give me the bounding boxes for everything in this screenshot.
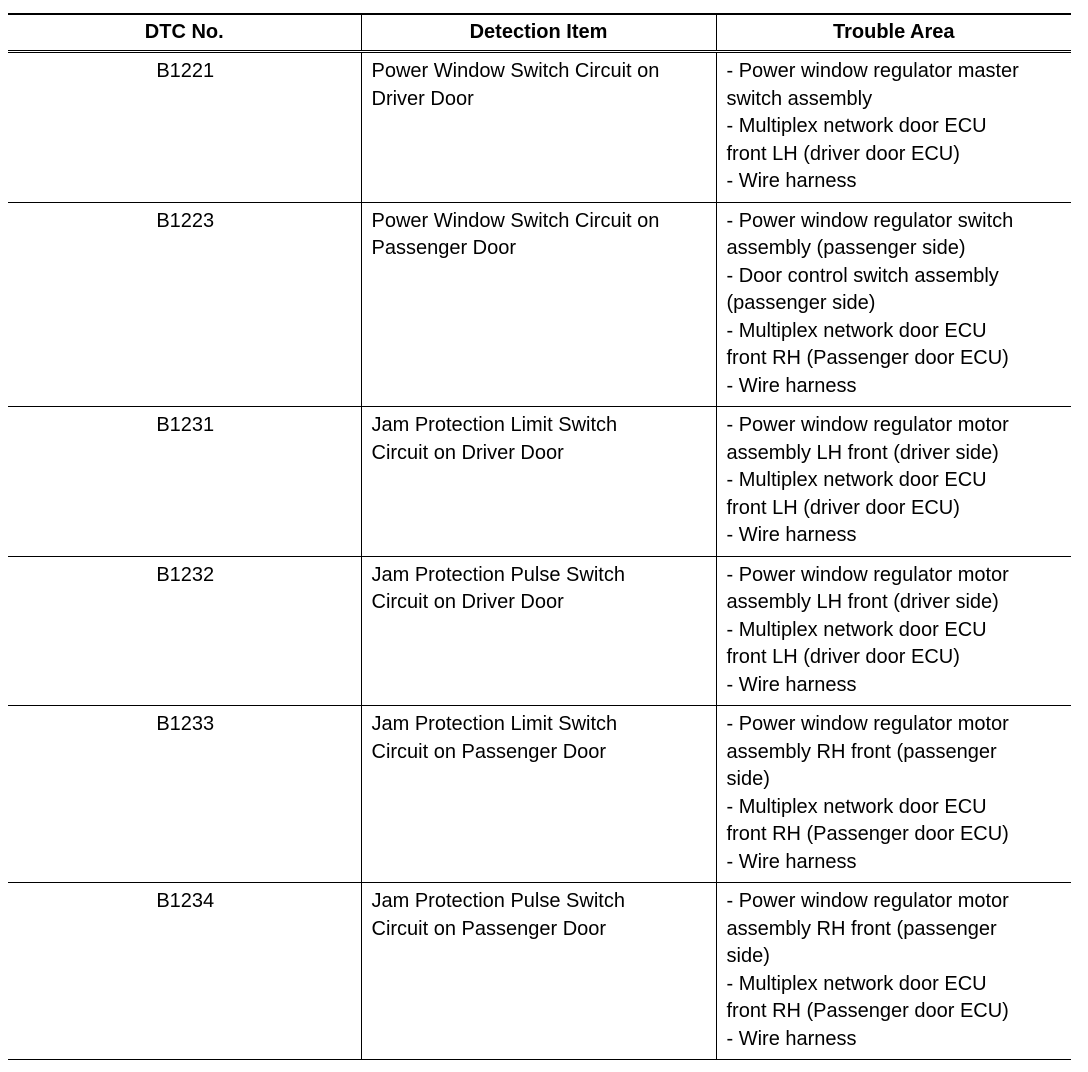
trouble-area-cell: - Power window regulator master switch assembly - Multiplex network door ECU front LH (driver door ECU) - Wire harness xyxy=(716,52,1071,203)
header-row xyxy=(8,14,1071,52)
table-body xyxy=(8,52,1071,1060)
dtc-code-cell: B1234 xyxy=(8,883,361,1060)
detection-item-cell: Jam Protection Pulse Switch Circuit on Driver Door xyxy=(361,556,716,706)
trouble-area-cell: - Power window regulator motor assembly RH front (passenger side) - Multiplex network door ECU front RH (Passenger door ECU) - Wire harness xyxy=(716,706,1071,883)
header-detection-item: Detection Item xyxy=(361,14,716,52)
detection-item-cell: Power Window Switch Circuit on Driver Door xyxy=(361,52,716,203)
dtc-code-cell: B1221 xyxy=(8,52,361,203)
dtc-code-cell: B1233 xyxy=(8,706,361,883)
table-row xyxy=(8,883,1071,1060)
dtc-table xyxy=(8,13,1071,1060)
table-row xyxy=(8,202,1071,407)
table-row xyxy=(8,556,1071,706)
trouble-area-cell: - Power window regulator motor assembly RH front (passenger side) - Multiplex network door ECU front RH (Passenger door ECU) - Wire harness xyxy=(716,883,1071,1060)
dtc-code-cell: B1223 xyxy=(8,202,361,407)
trouble-area-cell: - Power window regulator switch assembly (passenger side) - Door control switch assembly (passenger side) - Multiplex network door ECU front RH (Passenger door ECU) - Wire harness xyxy=(716,202,1071,407)
header-dtc-no: DTC No. xyxy=(8,14,361,52)
detection-item-cell: Jam Protection Limit Switch Circuit on Driver Door xyxy=(361,407,716,557)
trouble-area-cell: - Power window regulator motor assembly LH front (driver side) - Multiplex network door ECU front LH (driver door ECU) - Wire harness xyxy=(716,556,1071,706)
table-row xyxy=(8,407,1071,557)
dtc-code-cell: B1232 xyxy=(8,556,361,706)
table-row xyxy=(8,706,1071,883)
dtc-code-cell: B1231 xyxy=(8,407,361,557)
detection-item-cell: Power Window Switch Circuit on Passenger Door xyxy=(361,202,716,407)
table-header xyxy=(8,14,1071,52)
trouble-area-cell: - Power window regulator motor assembly LH front (driver side) - Multiplex network door ECU front LH (driver door ECU) - Wire harness xyxy=(716,407,1071,557)
table-row xyxy=(8,52,1071,203)
header-trouble-area: Trouble Area xyxy=(716,14,1071,52)
detection-item-cell: Jam Protection Limit Switch Circuit on Passenger Door xyxy=(361,706,716,883)
detection-item-cell: Jam Protection Pulse Switch Circuit on Passenger Door xyxy=(361,883,716,1060)
